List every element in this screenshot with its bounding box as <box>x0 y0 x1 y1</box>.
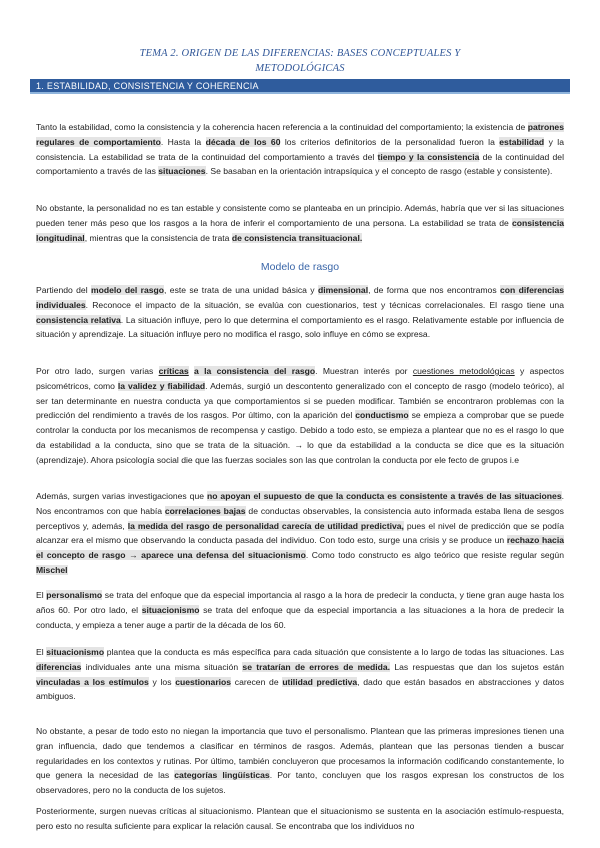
title-line-2: METODOLÓGICAS <box>255 63 345 74</box>
paragraph-2: No obstante, la personalidad no es tan estable y consistente como se planteaba en un principio. Además, habría que ver si las situaciones pueden tener más peso que los rasgos a la hora de inferir el comportamiento de una persona. La estabilidad se trata de consistencia longitudinal, mientras que la consistencia de trata de consistencia transituacional. <box>36 203 564 243</box>
paragraph-7: El situacionismo plantea que la conducta es más específica para cada situación que consistente a lo largo de todas las situaciones. Las diferencias individuales ante una misma situación se tratarían de errores de medida. Las respuestas que dan los sujetos están vinculadas a los estímulos y los cuestionarios carecen de utilidad predictiva, dado que están basados en abstracciones y datos ambiguos. <box>36 647 564 702</box>
paragraph-3: Partiendo del modelo del rasgo, este se trata de una unidad básica y dimensional, de forma que nos encontramos con diferencias individuales. Reconoce el impacto de la situación, se evalúa con cuestionarios, test y técnicas correlacionales. El rasgo tiene una consistencia relativa. La situación influye, pero lo que determina el comportamiento es el rasgo. Relativamente estable por influencia de situación y aprendizaje. La situación influye pero no modifica el rasgo, solo influye en cómo se expresa. <box>36 285 565 340</box>
subheading-modelo-de-rasgo: Modelo de rasgo <box>260 261 340 273</box>
title-line-1: TEMA 2. ORIGEN DE LAS DIFERENCIAS: BASES CONCEPTUALES Y <box>139 48 461 59</box>
paragraph-5: Además, surgen varias investigaciones que no apoyan el supuesto de que la conducta es consistente a través de las situaciones. Nos encontramos con que había correlaciones bajas de conductas observables, la consistencia auto informada estaba llena de sesgos perceptivos y, además, la medida del rasgo de personalidad carecía de utilidad predictiva, pues el nivel de predicción que se podía alcanzar era el mismo que observando la conducta pasada del individuo. Con todo esto, surge una crisis y se produce un rechazo hacia el concepto de rasgo → aparece una defensa del situacionismo. Como todo constructo es algo teórico que resiste regular según Mischel <box>36 491 564 575</box>
paragraph-4: Por otro lado, surgen varias críticas a la consistencia del rasgo. Muestran interés por cuestiones metodológicas y aspectos psicométricos, como la validez y fiabilidad. Además, surgió un descontento generalizado con el concepto de rasgo (modelo teórico), al ser tan determinante en nuestra conducta ya que comportamientos si se pueden modificar. También se encontraron problemas con la predicción del rendimiento a través de los rasgos. Por último, con la aparición del conductismo se empieza a comprobar que se puede controlar la conducta por los mecanismos de recompensa y castigo. Debido a todo esto, se empieza a plantear que no es el rasgo lo que da estabilidad a la conducta, sino que se trata de la situación. → lo que da estabilidad a la conducta se dice que es la situación (aprendizaje). Ahora psicología social die que las fuerzas sociales son las que controlan la conducta por ele fecto de grupos i.e <box>36 366 565 465</box>
paragraph-6: El personalismo se trata del enfoque que da especial importancia al rasgo a la hora de predecir la conducta, y tiene gran auge hasta los años 60. Por otro lado, el situacionismo se trata del enfoque que da especial importancia a las situaciones a la hora de predecir la conducta, y empieza a tener auge a partir de la década de los 60. <box>36 590 565 630</box>
paragraph-1: Tanto la estabilidad, como la consistencia y la coherencia hacen referencia a la continuidad del comportamiento; la existencia de patrones regulares de comportamiento. Hasta la década de los 60 los criterios definitorios de la personalidad fueron la estabilidad y la consistencia. La estabilidad se trata de la continuidad del comportamiento a través del tiempo y la consistencia de la continuidad del comportamiento a través de las situaciones. Se basaban en la orientación intrapsíquica y el concepto de rasgo (estable y consistente). <box>36 122 564 177</box>
section-heading: 1. ESTABILIDAD, CONSISTENCIA Y COHERENCIA <box>30 79 570 94</box>
paragraph-8: No obstante, a pesar de todo esto no niegan la importancia que tuvo el personalismo. Plantean que las primeras impresiones tienen una gran influencia, dado que tendemos a clasificar en términos de rasgos. Además, plantean que las personas tienden a buscar regularidades en los contextos y rutinas. Por último, también concluyeron que procesamos la información codificando constantemente, lo que genera la necesidad de las categorías lingüísticas. Por tanto, concluyen que los rasgos expresan los constructos de los observadores, pero no la conducta de los sujetos. <box>36 726 564 796</box>
paragraph-9: Posteriormente, surgen nuevas críticas al situacionismo. Plantean que el situacionismo se sustenta en la asociación estímulo-respuesta, pero esto no resulta suficiente para explicar la relación causal. Se encontraba que los individuos no <box>36 806 564 831</box>
document-title <box>60 46 540 76</box>
